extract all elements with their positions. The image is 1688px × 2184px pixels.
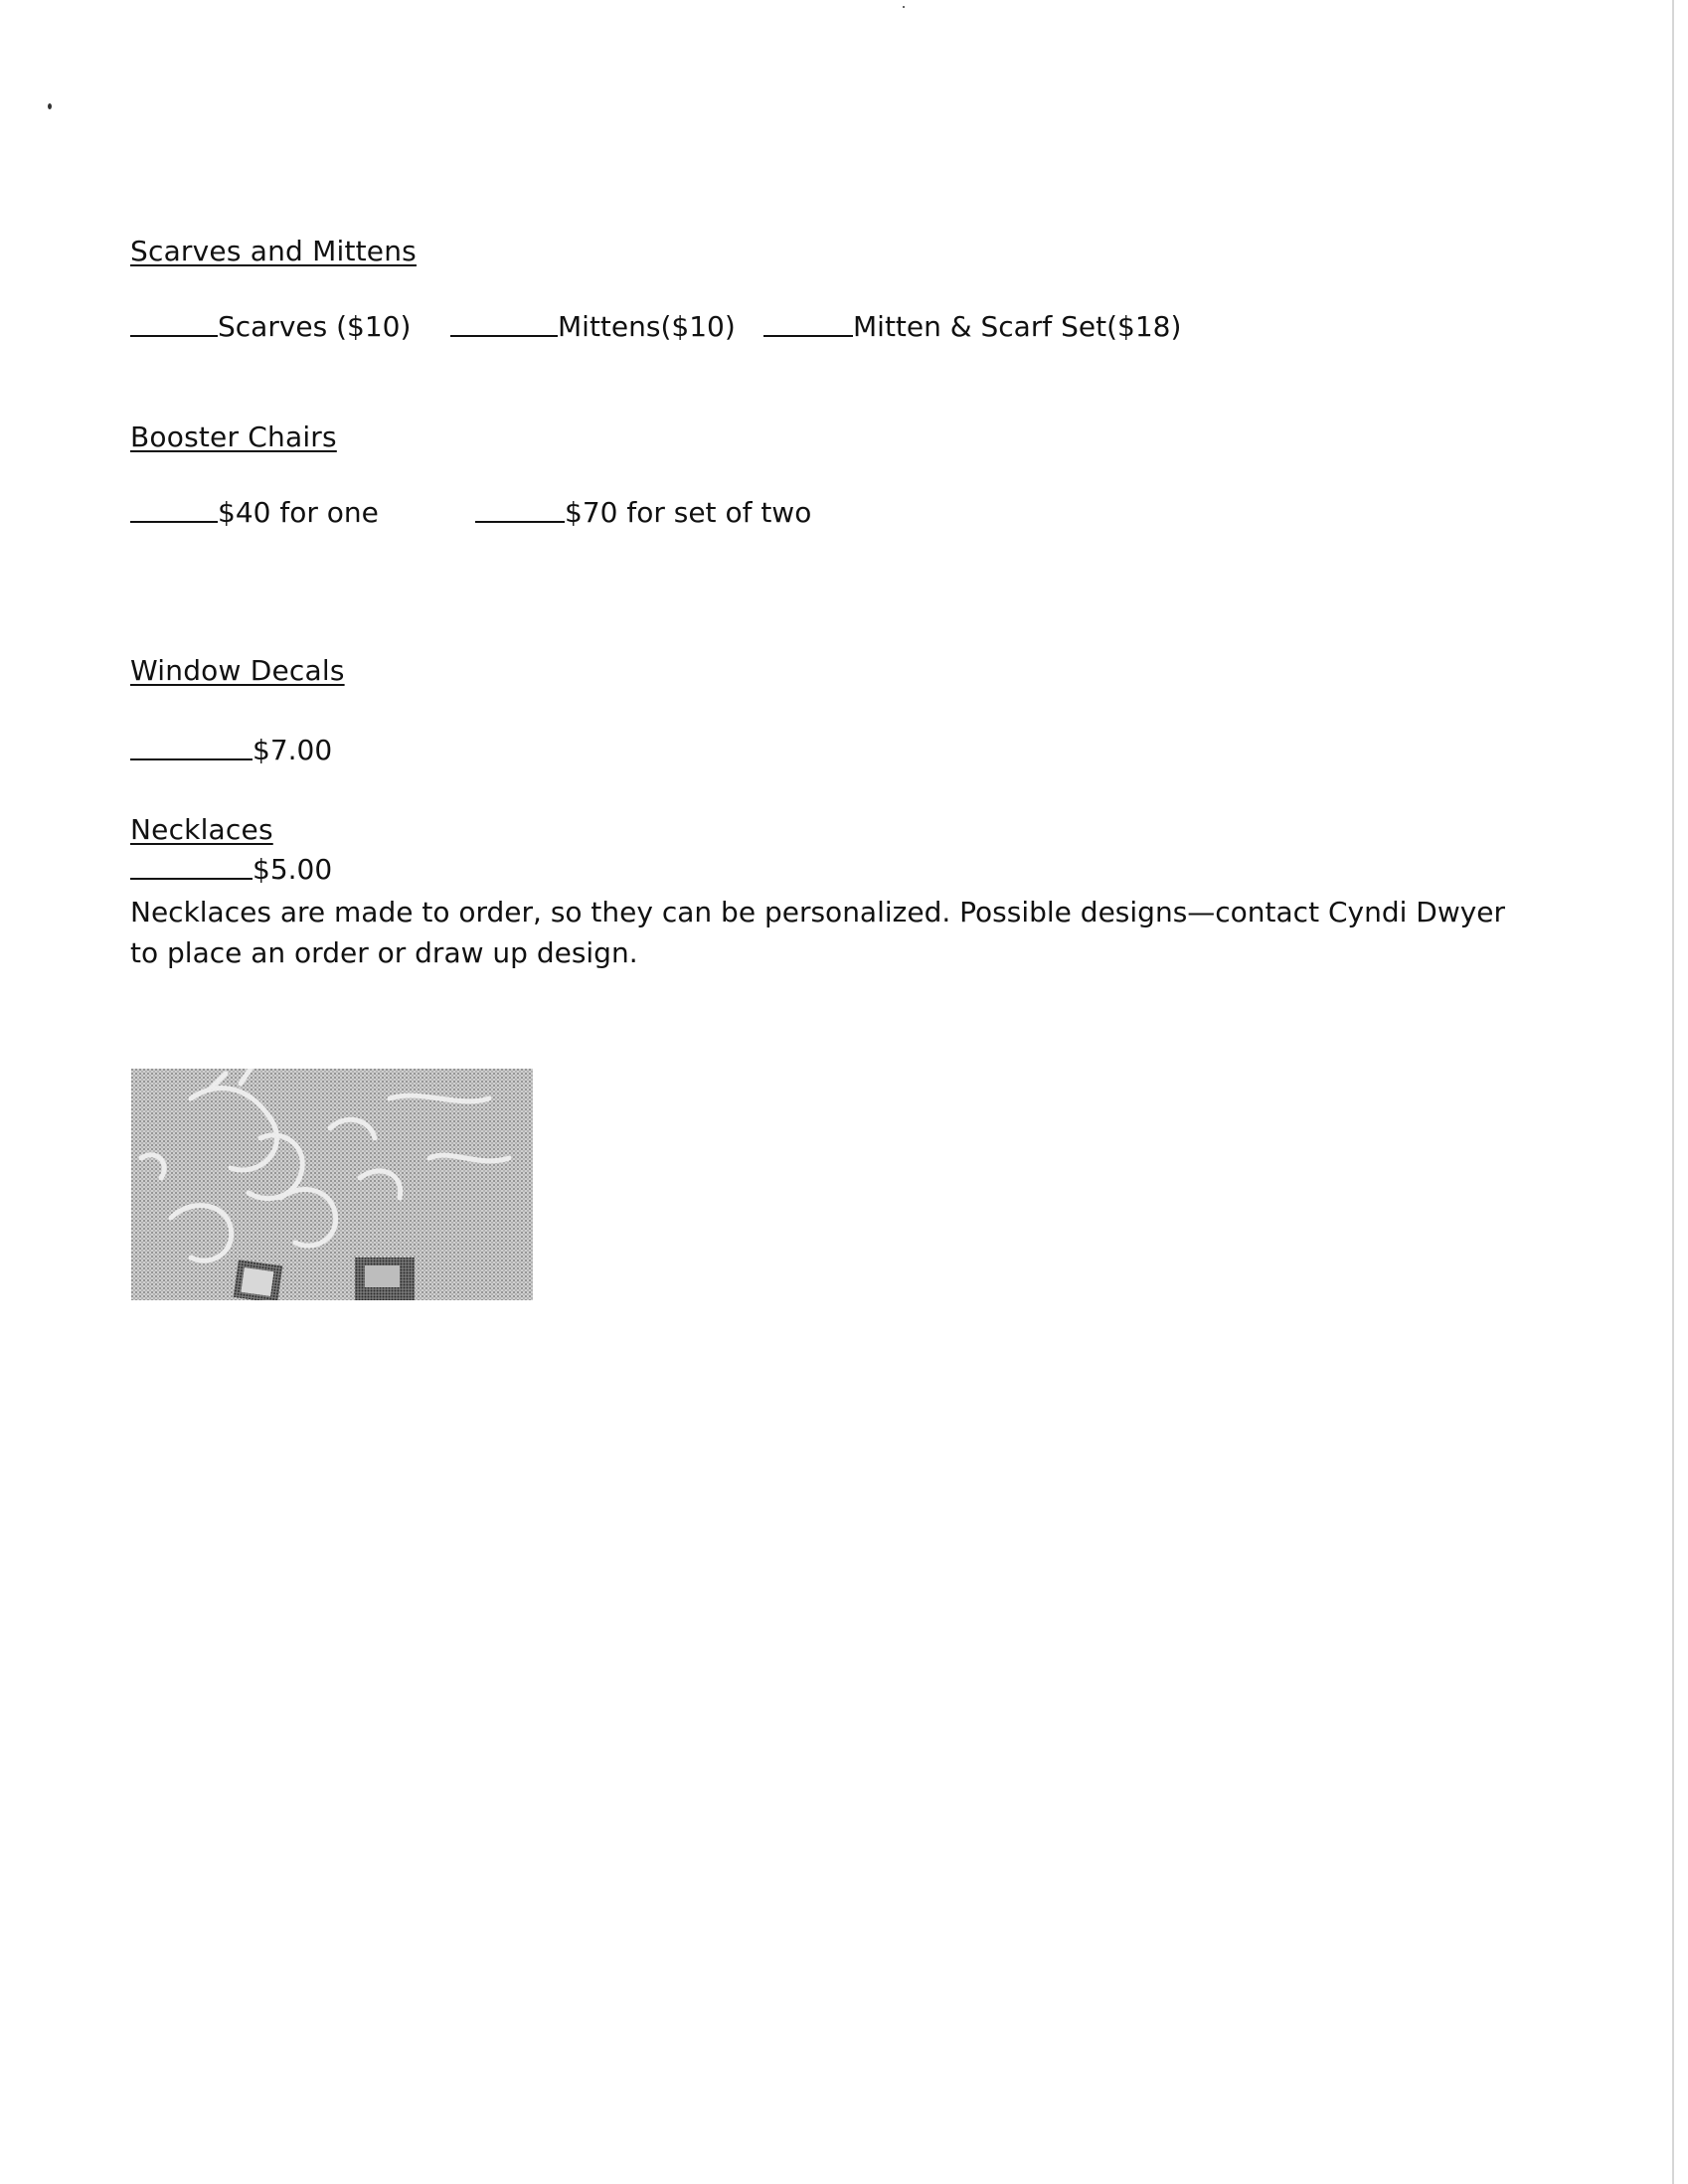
item-label: $5.00 [253, 853, 333, 886]
scan-speck [48, 103, 52, 109]
window-decals-row [130, 734, 727, 773]
scarves-mittens-heading: Scarves and Mittens [130, 235, 417, 267]
item-label: Scarves ($10) [218, 310, 412, 343]
necklace-photo [131, 1069, 533, 1300]
window-decals-heading: Window Decals [130, 654, 345, 687]
quantity-blank[interactable] [475, 520, 565, 523]
item-label: $7.00 [253, 734, 333, 766]
order-line-booster-one [130, 496, 379, 529]
order-line-mitten-scarf-set [763, 310, 1181, 343]
scan-speck [903, 6, 905, 8]
necklaces-heading: Necklaces [130, 813, 273, 846]
quantity-blank[interactable] [130, 334, 218, 337]
necklaces-row [130, 853, 727, 893]
order-line-window-decal [130, 734, 332, 766]
quantity-blank[interactable] [130, 520, 218, 523]
order-line-booster-two [475, 496, 811, 529]
necklace-photo-graphic [131, 1069, 533, 1300]
necklaces-description: Necklaces are made to order, so they can be personalized. Possible designs—contact Cyndi Dwyer to place an order or draw up design. [130, 896, 1506, 969]
quantity-blank[interactable] [450, 334, 558, 337]
order-line-mittens [450, 310, 736, 343]
item-label: $70 for set of two [565, 496, 812, 529]
quantity-blank[interactable] [763, 334, 853, 337]
booster-chairs-row [130, 496, 1124, 536]
booster-chairs-heading: Booster Chairs [130, 420, 337, 453]
scarves-mittens-row [130, 310, 1323, 350]
quantity-blank[interactable] [130, 757, 253, 760]
item-label: Mitten & Scarf Set($18) [853, 310, 1182, 343]
scan-edge-line [1672, 0, 1674, 2184]
item-label: $40 for one [218, 496, 379, 529]
order-line-necklace [130, 853, 332, 886]
item-label: Mittens($10) [558, 310, 736, 343]
quantity-blank[interactable] [130, 877, 253, 880]
order-line-scarves [130, 310, 411, 343]
